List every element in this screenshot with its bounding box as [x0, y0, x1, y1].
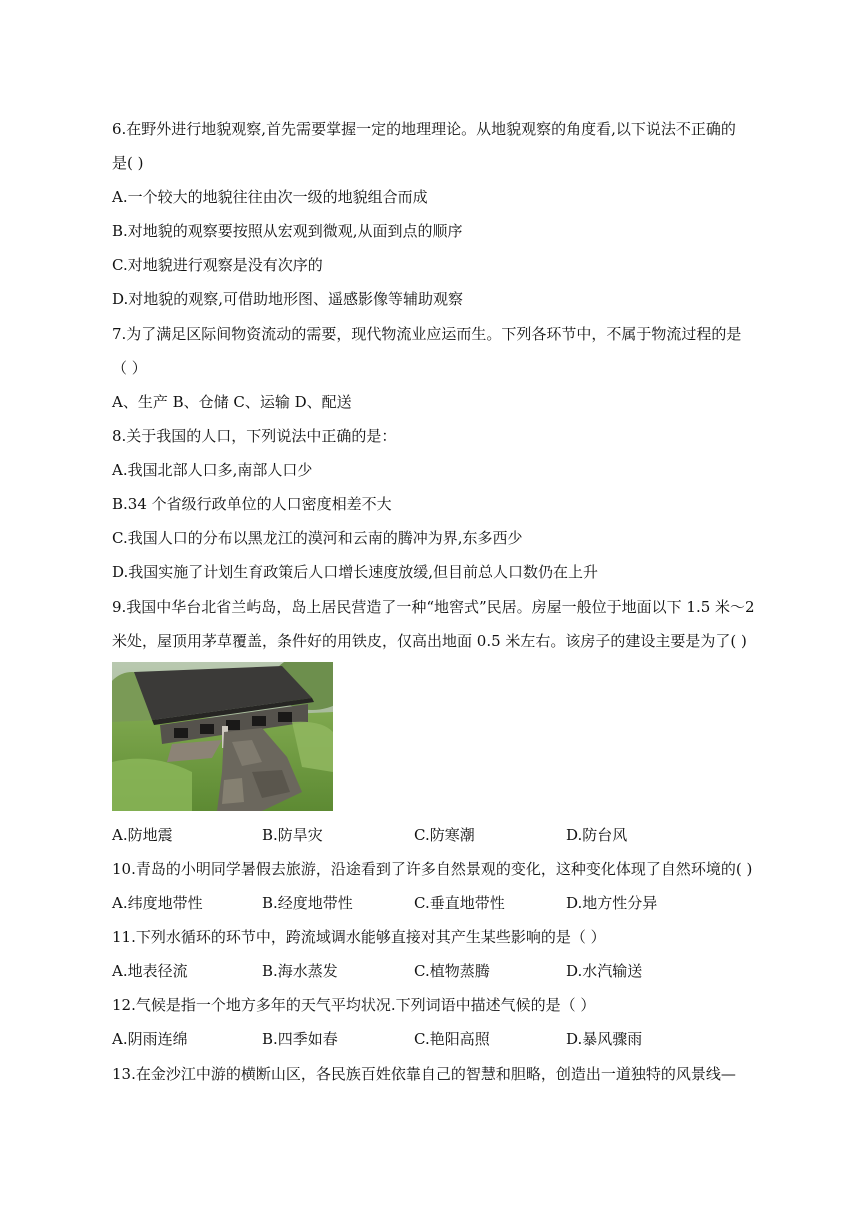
- q8-option-a: A.我国北部人口多,南部人口少: [112, 461, 313, 479]
- q7-stem-line1: 7.为了满足区际间物资流动的需要，现代物流业应运而生。下列各环节中，不属于物流过程的是: [112, 325, 742, 343]
- q11-options-row: [112, 961, 812, 981]
- q10-option-a: A.纬度地带性: [112, 894, 203, 912]
- q9-option-b: B.防旱灾: [262, 826, 323, 844]
- q10-options-row: [112, 893, 812, 913]
- q8-option-d: D.我国实施了计划生育政策后人口增长速度放缓,但目前总人口数仍在上升: [112, 563, 599, 581]
- q9-options-row: [112, 825, 812, 845]
- q7-options: A、生产 B、仓储 C、运输 D、配送: [112, 393, 352, 411]
- q8-option-b: B.34 个省级行政单位的人口密度相差不大: [112, 495, 392, 513]
- q10-option-c: C.垂直地带性: [414, 894, 505, 912]
- q6-stem-line1: 6.在野外进行地貌观察,首先需要掌握一定的地理理论。从地貌观察的角度看,以下说法不正确的: [112, 120, 736, 138]
- q9-stem-line2: 米处，屋顶用茅草覆盖，条件好的用铁皮，仅高出地面 0.5 米左右。该房子的建设主要是为了( ): [112, 632, 747, 650]
- q12-option-b: B.四季如春: [262, 1030, 338, 1048]
- q11-option-c: C.植物蒸腾: [414, 962, 490, 980]
- q6-option-d: D.对地貌的观察,可借助地形图、遥感影像等辅助观察: [112, 290, 464, 308]
- q6-stem-line2: 是( ): [112, 154, 144, 172]
- q9-option-d: D.防台风: [566, 826, 628, 844]
- q7-stem-line2: （ ）: [112, 359, 147, 377]
- q11-option-a: A.地表径流: [112, 962, 188, 980]
- q8-stem: 8.关于我国的人口，下列说法中正确的是：: [112, 427, 397, 445]
- q11-stem: 11.下列水循环的环节中，跨流域调水能够直接对其产生某些影响的是（ ）: [112, 928, 606, 946]
- q6-option-a: A.一个较大的地貌往往由次一级的地貌组合而成: [112, 188, 428, 206]
- q10-option-b: B.经度地带性: [262, 894, 353, 912]
- q11-option-b: B.海水蒸发: [262, 962, 338, 980]
- q12-option-d: D.暴风骤雨: [566, 1030, 643, 1048]
- q9-option-a: A.防地震: [112, 826, 173, 844]
- q8-option-c: C.我国人口的分布以黑龙江的漠河和云南的腾冲为界,东多西少: [112, 529, 523, 547]
- q9-option-c: C.防寒潮: [414, 826, 475, 844]
- q6-option-c: C.对地貌进行观察是没有次序的: [112, 256, 323, 274]
- pit-house-photo: [112, 662, 333, 811]
- q12-option-a: A.阴雨连绵: [112, 1030, 188, 1048]
- q10-stem: 10.青岛的小明同学暑假去旅游，沿途看到了许多自然景观的变化，这种变化体现了自然环境的( ): [112, 860, 753, 878]
- q9-stem-line1: 9.我国中华台北省兰屿岛，岛上居民营造了一种“地窖式”民居。房屋一般位于地面以下 1.5 米～2: [112, 598, 755, 616]
- q13-stem: 13.在金沙江中游的横断山区，各民族百姓依靠自己的智慧和胆略，创造出一道独特的风景线—: [112, 1065, 736, 1083]
- q12-option-c: C.艳阳高照: [414, 1030, 490, 1048]
- q11-option-d: D.水汽输送: [566, 962, 643, 980]
- q10-option-d: D.地方性分异: [566, 894, 658, 912]
- q12-options-row: [112, 1029, 812, 1049]
- q6-option-b: B.对地貌的观察要按照从宏观到微观,从面到点的顺序: [112, 222, 463, 240]
- q12-stem: 12.气候是指一个地方多年的天气平均状况.下列词语中描述气候的是（ ）: [112, 996, 596, 1014]
